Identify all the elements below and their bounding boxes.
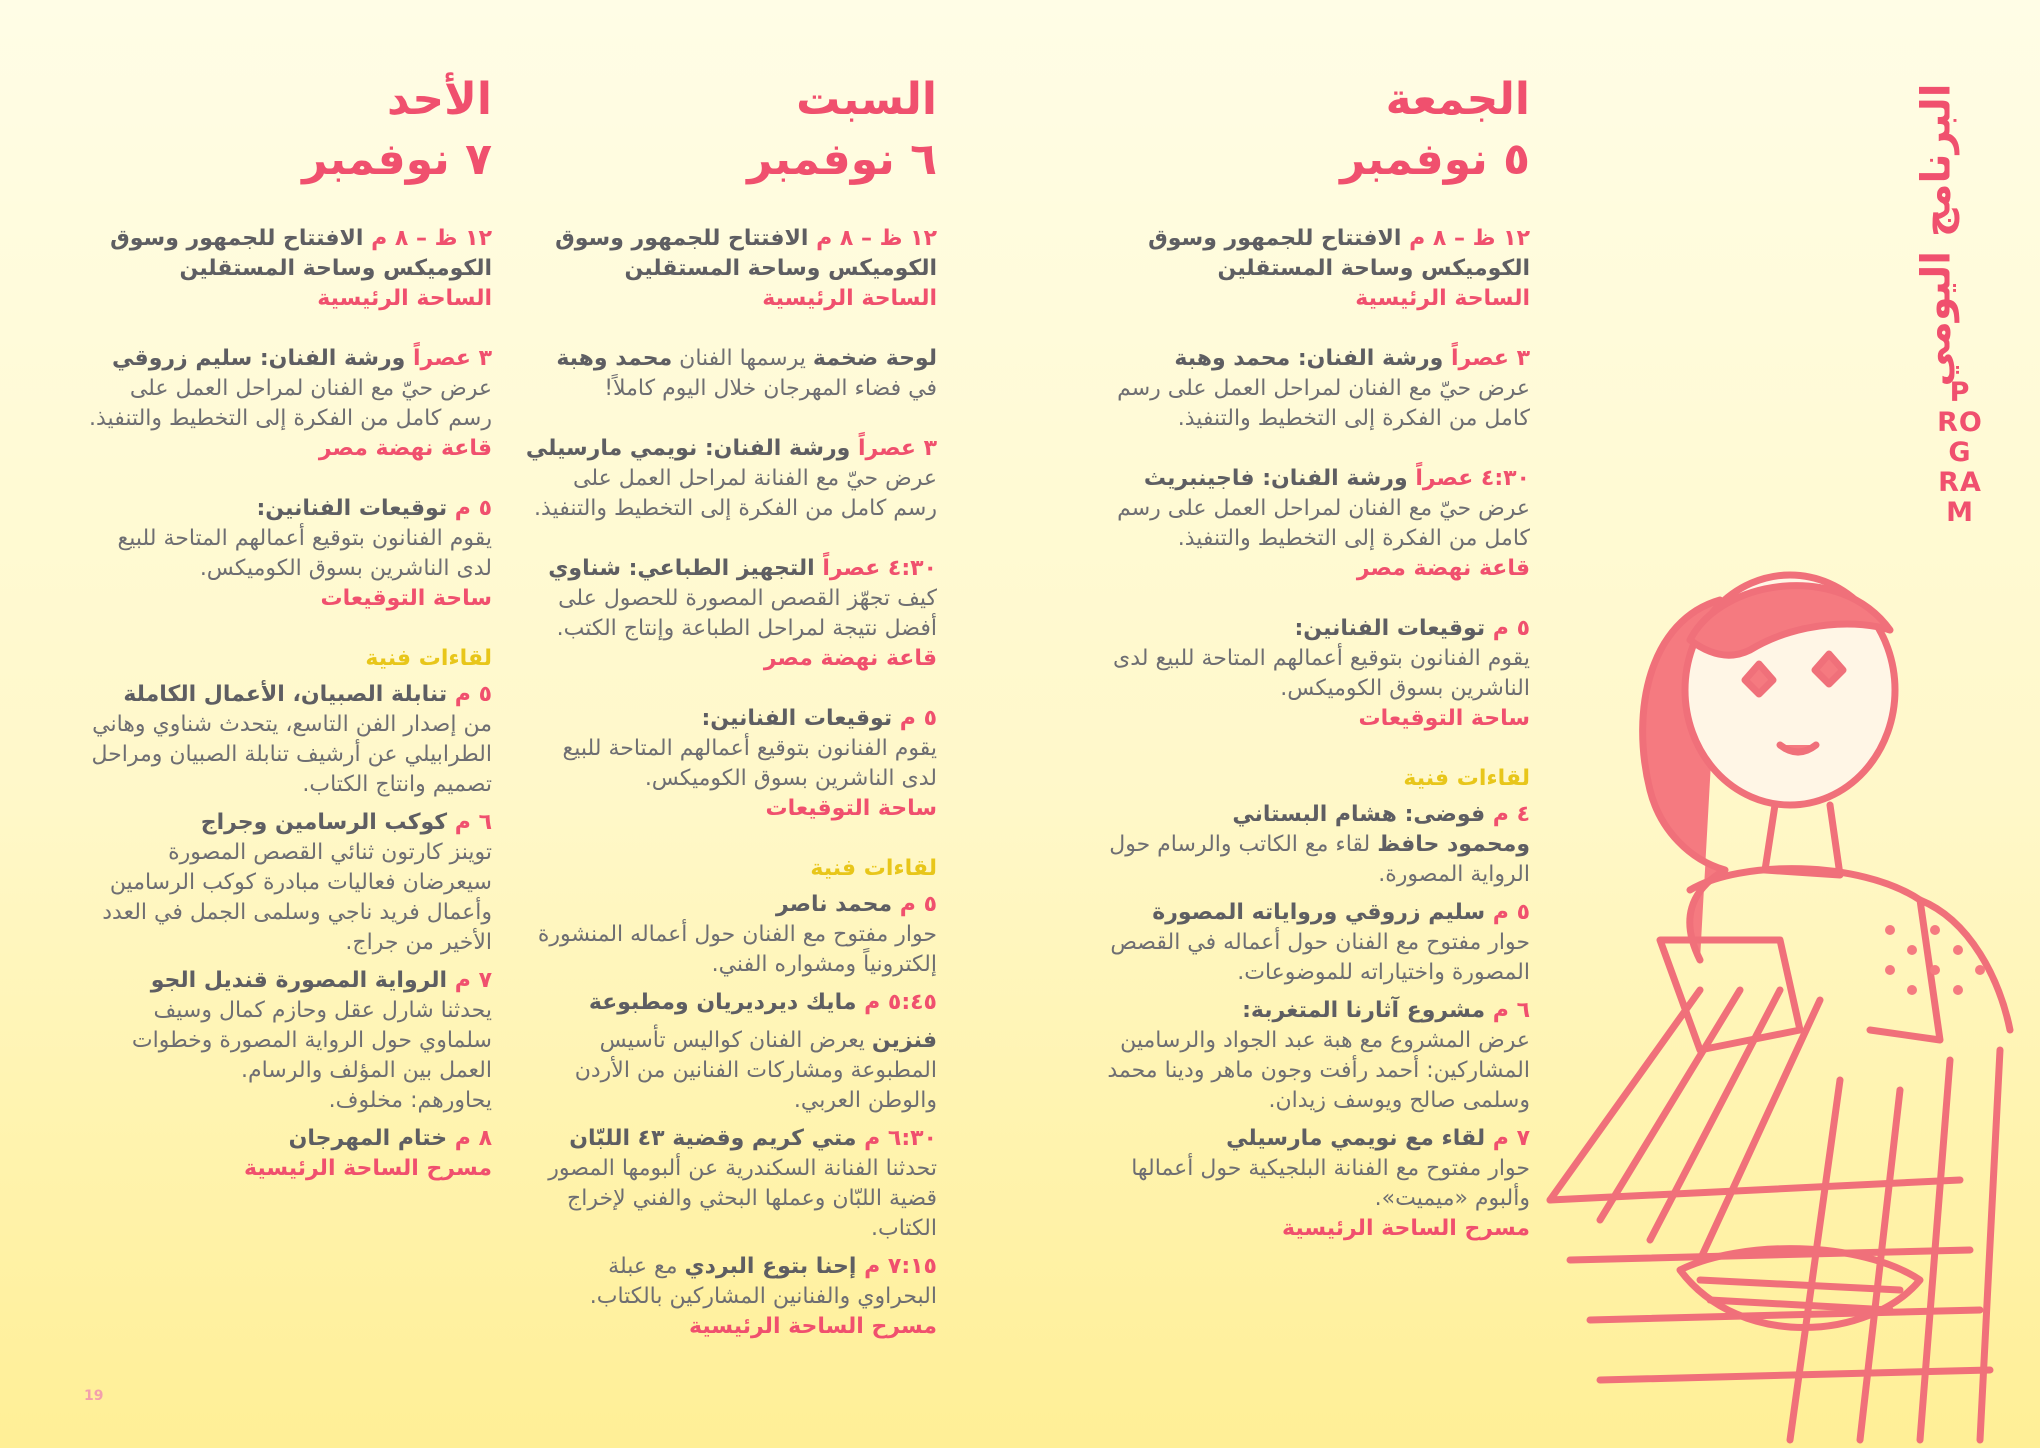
- side-title-letter: P: [1949, 377, 1971, 408]
- event-workshop: ٣ عصراً ورشة الفنان: نويمي مارسيلي عرض حيّ مع الفنانة لمراحل العمل على رسم كامل من الفكرة إلى التخطيط والتنفيذ.: [525, 436, 937, 521]
- event-signings: ٥ م توقيعات الفنانين: يقوم الفنانون بتوقيع أعمالهم المتاحة للبيع لدى الناشرين بسوق الكوميكس. ساحة التوقيعات: [117, 496, 492, 611]
- event-talk: ٥ م محمد ناصر حوار مفتوح مع الفنان حول أعماله المنشورة إلكترونياً ومشواره الفني.: [537, 892, 937, 977]
- sunday-column: [80, 70, 492, 1192]
- girl-reading-illustration: [1540, 560, 2040, 1448]
- side-title-letter: RA: [1938, 467, 1982, 498]
- side-title-letter: RO: [1937, 407, 1983, 438]
- event-talk: ٧ م الرواية المصورة قنديل الجو يحدثنا شارل عقل وحازم كمال وسيف سلماوي حول الرواية المصورة وخطوات العمل بين المؤلف والرسام. يحاورهم: مخلوف.: [131, 968, 492, 1113]
- day-heading: السبت ٦ نوفمبر: [747, 74, 937, 185]
- side-title-letter: M: [1946, 497, 1974, 528]
- day-heading: الأحد ٧ نوفمبر: [302, 74, 492, 185]
- event-signings: ٥ م توقيعات الفنانين: يقوم الفنانون بتوقيع أعمالهم المتاحة للبيع لدى الناشرين بسوق الكوميكس. ساحة التوقيعات: [562, 706, 937, 821]
- event-print-prep: ٤:٣٠ عصراً التجهيز الطباعي: شناوي كيف تجهّز القصص المصورة للحصول على أفضل نتيجة لمراحل الطباعة وإنتاج الكتب. قاعة نهضة مصر: [548, 556, 937, 671]
- event-opening: ١٢ ظ – ٨ م الافتتاح للجمهور وسوق الكوميكس وساحة المستقلين الساحة الرئيسية: [110, 226, 492, 311]
- section-heading: لقاءات فنية: [1403, 766, 1530, 791]
- event-talk: ٦ م مشروع آثارنا المتغربة: عرض المشروع مع هبة عبد الجواد والرسامين المشاركين: أحمد رأفت وجون ماهر ودينا محمد وسلمى صالح ويوسف زيدان.: [1107, 998, 1530, 1113]
- event-talk: ٥ م تنابلة الصبيان، الأعمال الكاملة من إصدار الفن التاسع، يتحدث شناوي وهاني الطرابيلي عن أرشيف تنابلة الصبيان ومراحل تصميم وانتاج الكتاب.: [91, 682, 492, 797]
- friday-column: [1100, 70, 1530, 1252]
- event-talk: ٥ م سليم زروقي ورواياته المصورة حوار مفتوح مع الفنان حول أعماله في القصص المصورة واختياراته للموضوعات.: [1110, 900, 1530, 985]
- page-number: 19: [84, 1388, 104, 1404]
- event-talk: ٦ م كوكب الرسامين وجراج توينز كارتون ثنائي القصص المصورة سيعرضان فعاليات مبادرة كوكب الرسامين وأعمال فريد ناجي وسلمى الجمل في العدد الأخير من جراج.: [102, 810, 492, 955]
- side-title-program: [1932, 378, 1988, 528]
- event-talk: ٧:١٥ م إحنا بتوع البردي مع عبلة البحراوي والفنانين المشاركين بالكتاب. مسرح الساحة الرئيسية: [589, 1254, 937, 1339]
- event-signings: ٥ م توقيعات الفنانين: يقوم الفنانون بتوقيع أعمالهم المتاحة للبيع لدى الناشرين بسوق الكوميكس. ساحة التوقيعات: [1113, 616, 1530, 731]
- day-heading: الجمعة ٥ نوفمبر: [1340, 74, 1530, 185]
- event-talk: ٧ م لقاء مع نويمي مارسيلي حوار مفتوح مع الفنانة البلجيكية حول أعمالها وألبوم «ميميت». مسرح الساحة الرئيسية: [1131, 1126, 1530, 1241]
- side-title-arabic: البرنامج اليومي: [1913, 83, 1959, 387]
- event-talk: ٥:٤٥ م مايك ديرديريان ومطبوعة: [588, 990, 937, 1015]
- event-talk: ٦:٣٠ م متي كريم وقضية ٤٣ اللبّان تحدثنا الفنانة السكندرية عن ألبومها المصور قضية اللبّان وعملها البحثي والفني لإخراج الكتاب.: [548, 1126, 937, 1241]
- section-heading: لقاءات فنية: [365, 646, 492, 671]
- event-opening: ١٢ ظ – ٨ م الافتتاح للجمهور وسوق الكوميكس وساحة المستقلين الساحة الرئيسية: [555, 226, 937, 311]
- event-closing: ٨ م ختام المهرجان مسرح الساحة الرئيسية: [244, 1126, 492, 1181]
- event-mural: لوحة ضخمة يرسمها الفنان محمد وهبة في فضاء المهرجان خلال اليوم كاملاً!: [556, 346, 937, 401]
- section-heading: لقاءات فنية: [810, 856, 937, 881]
- event-opening: ١٢ ظ – ٨ م الافتتاح للجمهور وسوق الكوميكس وساحة المستقلين الساحة الرئيسية: [1148, 226, 1530, 311]
- event-workshop: ٣ عصراً ورشة الفنان: محمد وهبة عرض حيّ مع الفنان لمراحل العمل على رسم كامل من الفكرة إلى التخطيط والتنفيذ.: [1117, 346, 1530, 431]
- event-workshop: ٤:٣٠ عصراً ورشة الفنان: فاجينبريث عرض حيّ مع الفنان لمراحل العمل على رسم كامل من الفكرة إلى التخطيط والتنفيذ. قاعة نهضة مصر: [1117, 466, 1530, 581]
- event-talk: فنزين يعرض الفنان كواليس تأسيس المطبوعة ومشاركات الفنانين من الأردن والوطن العربي.: [574, 1028, 937, 1113]
- event-workshop: ٣ عصراً ورشة الفنان: سليم زروقي عرض حيّ مع الفنان لمراحل العمل على رسم كامل من الفكرة إلى التخطيط والتنفيذ. قاعة نهضة مصر: [89, 346, 492, 461]
- saturday-column: [525, 70, 937, 1350]
- side-title-letter: G: [1948, 437, 1972, 468]
- event-talk: ٤ م فوضى: هشام البستاني ومحمود حافظ لقاء مع الكاتب والرسام حول الرواية المصورة.: [1109, 802, 1530, 887]
